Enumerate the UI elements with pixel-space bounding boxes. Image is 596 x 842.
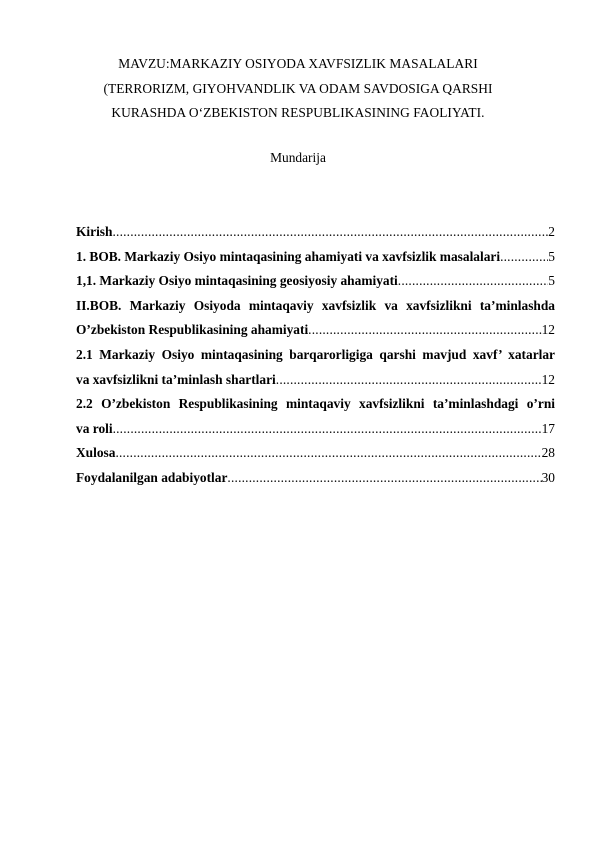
- toc-page-number: 12: [541, 371, 555, 387]
- toc-entry-title: Xulosa: [76, 445, 116, 461]
- toc-entry-title-line-2: O’zbekiston Respublikasining ahamiyati: [76, 322, 309, 338]
- toc-leader-dots: [115, 441, 541, 466]
- toc-entry-references[interactable]: [76, 466, 555, 491]
- toc-entry-title: Foydalanilgan adabiyotlar: [76, 469, 228, 485]
- toc-leader-dots: [500, 245, 548, 270]
- toc-page-number: 5: [548, 273, 555, 289]
- toc-leader-dots: [398, 269, 549, 294]
- toc-entry-title-line-1: 2.1 Markaziy Osiyo mintaqasining barqarorligiga qarshi mavjud xavf’ xatarlar: [76, 346, 555, 362]
- toc-entry-title-line-2: va roli: [76, 420, 113, 436]
- toc-entry-title: 1. BOB. Markaziy Osiyo mintaqasining ahamiyati va xavfsizlik masalalari: [76, 248, 501, 264]
- toc-entry-section-2-1[interactable]: [76, 343, 555, 392]
- toc-leader-dots: [113, 417, 542, 442]
- title-line-3: KURASHDA O‘ZBEKISTON RESPUBLIKASINING FAOLIYATI.: [111, 105, 485, 120]
- toc-entry-chapter-2[interactable]: [76, 294, 555, 343]
- title-line-2: (TERRORIZM, GIYOHVANDLIK VA ODAM SAVDOSIGA QARSHI: [103, 80, 493, 96]
- toc-page-number: 12: [541, 322, 555, 338]
- toc-leader-dots: [308, 318, 541, 343]
- toc-entry-section-2-2[interactable]: [76, 392, 555, 441]
- toc-entry-title: Kirish: [76, 224, 113, 239]
- toc-leader-dots: [112, 220, 548, 245]
- toc-page-number: 30: [541, 469, 555, 485]
- toc-page-number: 17: [541, 420, 555, 436]
- toc-page-number: 28: [541, 445, 555, 461]
- toc-entry-title-line-2: va xavfsizlikni ta’minlash shartlari: [76, 371, 276, 387]
- toc-leader-dots: [276, 368, 542, 393]
- toc-leader-dots: [227, 466, 541, 491]
- document-title: [60, 52, 536, 126]
- toc-entry-title-line-1: II.BOB. Markaziy Osiyoda mintaqaviy xavfsizlik va xavfsizlikni ta’minlashda: [76, 297, 555, 313]
- contents-heading: Mundarija: [270, 150, 326, 165]
- toc-page-number: 2: [548, 224, 555, 239]
- toc-page-number: 5: [548, 248, 555, 264]
- toc-entry-chapter-1[interactable]: [76, 245, 555, 270]
- toc-entry-xulosa[interactable]: [76, 441, 555, 466]
- toc-entry-section-1-1[interactable]: [76, 269, 555, 294]
- toc-entry-title: 1,1. Markaziy Osiyo mintaqasining geosiyosiy ahamiyati: [76, 273, 398, 289]
- toc-entry-title-line-1: 2.2 O’zbekiston Respublikasining mintaqaviy xavfsizlikni ta’minlashdagi o’rni: [76, 396, 555, 412]
- table-of-contents: [76, 220, 555, 491]
- title-line-1: MAVZU:MARKAZIY OSIYODA XAVFSIZLIK MASALALARI: [118, 56, 478, 71]
- toc-entry-kirish[interactable]: [76, 220, 555, 245]
